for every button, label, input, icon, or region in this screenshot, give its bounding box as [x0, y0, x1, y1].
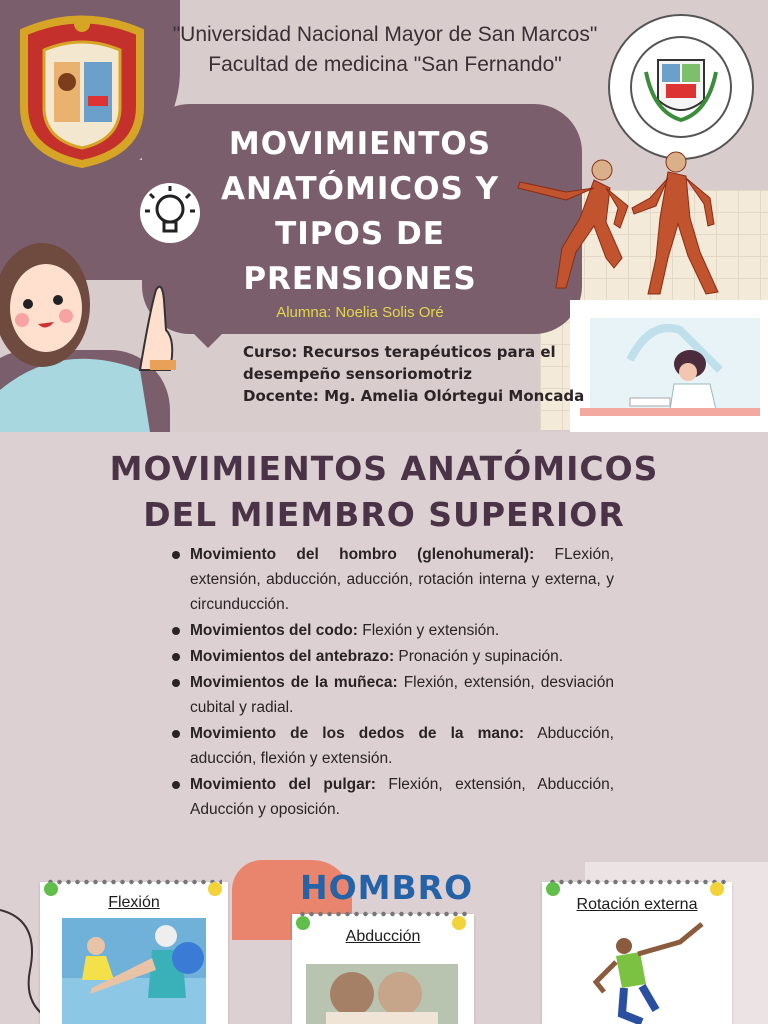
course-line: desempeño sensoriomotriz: [243, 365, 472, 383]
faculty-line: Facultad de medicina "San Fernando": [208, 53, 562, 76]
hombro-title: HOMBRO: [300, 868, 474, 907]
list-item-term: Movimientos del antebrazo:: [190, 648, 395, 665]
title-line: PRENSIONES: [243, 261, 477, 297]
title-line: ANATÓMICOS Y: [220, 171, 500, 207]
spiral-binding: [298, 908, 468, 920]
card-flexion: [40, 882, 228, 1024]
university-seal: [14, 12, 150, 170]
card-label: Abducción: [345, 928, 421, 945]
list-item: [168, 772, 614, 822]
list-item: [168, 721, 614, 771]
card-rotacion-externa: [542, 882, 732, 1024]
list-item-term: Movimiento del pulgar:: [190, 776, 376, 793]
spiral-binding: [46, 876, 222, 888]
list-item-text: Abducción, aducción, flexión y extensión.: [190, 725, 614, 767]
teacher-line: Docente: Mg. Amelia Olórtegui Moncada: [243, 387, 585, 405]
student-name: Alumna: Noelia Solis Oré: [276, 304, 444, 321]
card-label: Rotación externa: [576, 896, 698, 913]
pushpin-icon: [710, 882, 724, 896]
spiral-binding: [548, 876, 726, 888]
list-item: [168, 670, 614, 720]
girl-illustration: [0, 220, 190, 432]
list-item-term: Movimiento de los dedos de la mano:: [190, 725, 525, 742]
course-line: Curso: Recursos terapéuticos para el: [243, 343, 556, 361]
section-heading-line: DEL MIEMBRO SUPERIOR: [143, 495, 625, 534]
list-item-term: Movimientos del codo:: [190, 622, 358, 639]
university-line: "Universidad Nacional Mayor de San Marcos": [172, 23, 598, 46]
list-item-term: Movimientos de la muñeca:: [190, 674, 398, 691]
title-line: TIPOS DE: [275, 216, 445, 252]
list-item-text: Flexión y extensión.: [357, 622, 500, 639]
list-item: [168, 644, 614, 669]
poster-title: [170, 122, 550, 302]
list-item-text: Flexión, extensión, desviación cubital y radial.: [190, 674, 614, 716]
rotacion-illustration: [582, 922, 712, 1024]
list-item-text: Pronación y supinación.: [394, 648, 564, 665]
list-item-text: Flexión, extensión, Abducción, Aducción y oposición.: [190, 776, 615, 818]
list-item-term: Movimiento del hombro (glenohumeral):: [190, 546, 535, 563]
card-abduccion: [292, 914, 474, 1024]
card-label: Flexión: [108, 894, 160, 911]
list-item: [168, 542, 614, 617]
flexion-photo: [62, 918, 206, 1024]
list-item-text: FLexión, extensión, abducción, aducción, rotación interna y externa, y circunducción.: [190, 546, 614, 613]
muscle-runners-illustration: [510, 148, 740, 298]
university-name: [140, 20, 630, 80]
section-heading-line: MOVIMIENTOS ANATÓMICOS: [109, 449, 659, 488]
title-line: MOVIMIENTOS: [228, 126, 492, 162]
movements-list: [168, 542, 614, 823]
section-heading: [60, 446, 708, 538]
course-info: [243, 341, 653, 407]
abduccion-photo: [306, 964, 458, 1024]
pushpin-icon: [546, 882, 560, 896]
header-section: [0, 0, 768, 432]
list-item: [168, 618, 614, 643]
